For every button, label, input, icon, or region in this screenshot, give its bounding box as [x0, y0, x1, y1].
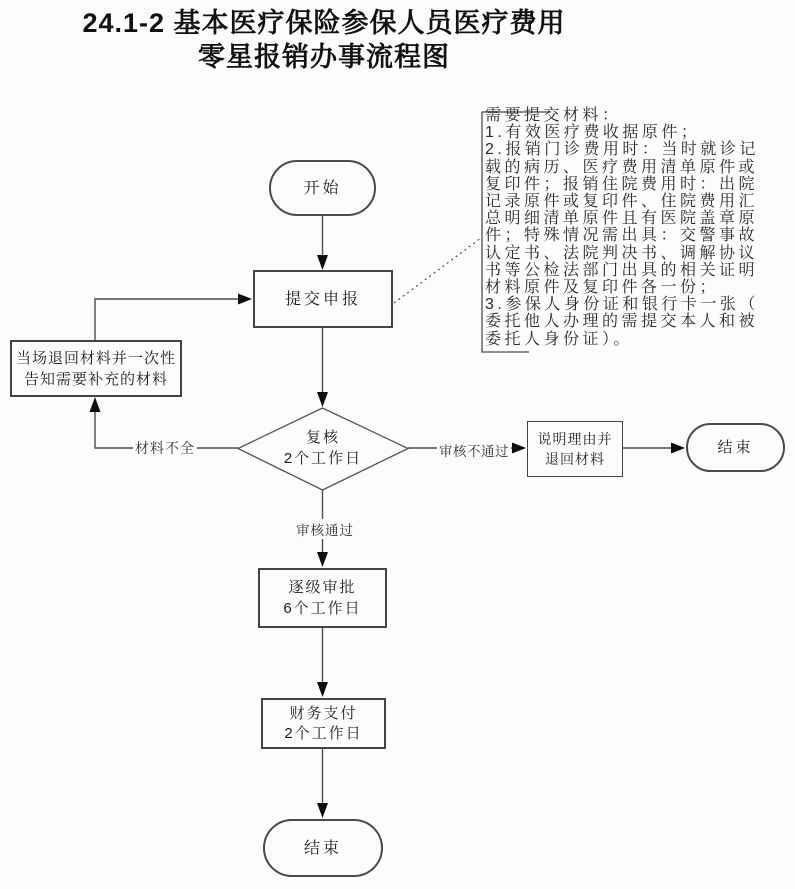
node-end-bottom: [263, 819, 383, 877]
node-start-label: 开始: [303, 179, 342, 197]
note-connector-dotted-line: [394, 238, 481, 303]
node-explain-and-return: [527, 421, 623, 477]
arrowhead-down-icon: [317, 682, 328, 697]
note-line: 件；特殊情况需出具：交警事故: [485, 227, 759, 245]
node-finance-payment: [261, 698, 386, 749]
note-line: 3.参保人身份证和银行卡一张（: [485, 296, 759, 314]
arrowhead-down-icon: [317, 392, 328, 407]
note-line: 委托人身份证）。: [485, 330, 634, 348]
page-title-line1: 24.1-2 基本医疗保险参保人员医疗费用: [82, 8, 566, 38]
edge-label-materials-incomplete: 材料不全: [135, 440, 195, 456]
node-payment-line2: 2个工作日: [284, 724, 363, 742]
note-line: 委托他人办理的需提交本人和被: [485, 313, 759, 331]
arrowhead-down-icon: [317, 803, 328, 818]
node-explain-line2: 退回材料: [545, 451, 605, 467]
note-line: 认定书、法院判决书、调解协议: [485, 244, 759, 262]
note-line: 1.有效医疗费收据原件；: [485, 124, 701, 142]
edge-label-review-passed: 审核通过: [294, 519, 356, 539]
node-approve-line2: 6个工作日: [283, 600, 362, 617]
node-level-approval: [258, 568, 387, 628]
edge-return-to-submit: [95, 299, 238, 340]
note-line: 复印件；报销住院费用时：出院: [485, 175, 759, 193]
arrowhead-right-icon: [671, 443, 685, 454]
node-review-line2: 2个工作日: [283, 450, 363, 467]
node-return-materials-line1: 当场退回材料并一次性: [15, 349, 176, 367]
node-return-materials-line2: 告知需要补充的材料: [23, 370, 168, 388]
note-line: 载的病历、医疗费用清单原件或: [485, 158, 759, 176]
node-start: [269, 160, 376, 216]
note-line: 2.报销门诊费用时：当时就诊记: [485, 141, 759, 159]
arrowhead-down-icon: [317, 255, 328, 270]
node-end-bottom-label: 结束: [303, 839, 342, 857]
arrowhead-up-icon: [90, 397, 101, 412]
note-line: 记录原件或复印件、住院费用汇: [485, 193, 759, 211]
node-review-decision: [253, 427, 393, 469]
arrowhead-right-icon: [512, 443, 526, 454]
page-title: [0, 6, 648, 74]
note-line: 书等公检法部门出具的相关证明: [485, 261, 759, 279]
node-end-right-label: 结束: [717, 439, 754, 456]
node-payment-line1: 财务支付: [289, 704, 358, 722]
node-review-line1: 复核: [305, 429, 340, 446]
note-line: 材料原件及复印件各一份；: [485, 279, 720, 297]
page-title-line2: 零星报销办事流程图: [198, 42, 450, 72]
node-submit-label: 提交申报: [284, 290, 361, 308]
node-approve-line1: 逐级审批: [288, 579, 357, 596]
note-line: 需要提交材料：: [485, 107, 622, 124]
arrowhead-down-icon: [317, 552, 328, 567]
edge-label-review-failed: 审核不通过: [437, 440, 511, 460]
node-submit-declaration: [253, 270, 393, 328]
node-explain-line1: 说明理由并: [537, 431, 613, 447]
required-materials-note: [485, 107, 787, 348]
node-return-materials: [10, 340, 182, 397]
note-line: 总明细清单原件且有医院盖章原: [485, 210, 759, 228]
node-end-right: [686, 423, 785, 472]
arrowhead-right-icon: [238, 294, 252, 305]
